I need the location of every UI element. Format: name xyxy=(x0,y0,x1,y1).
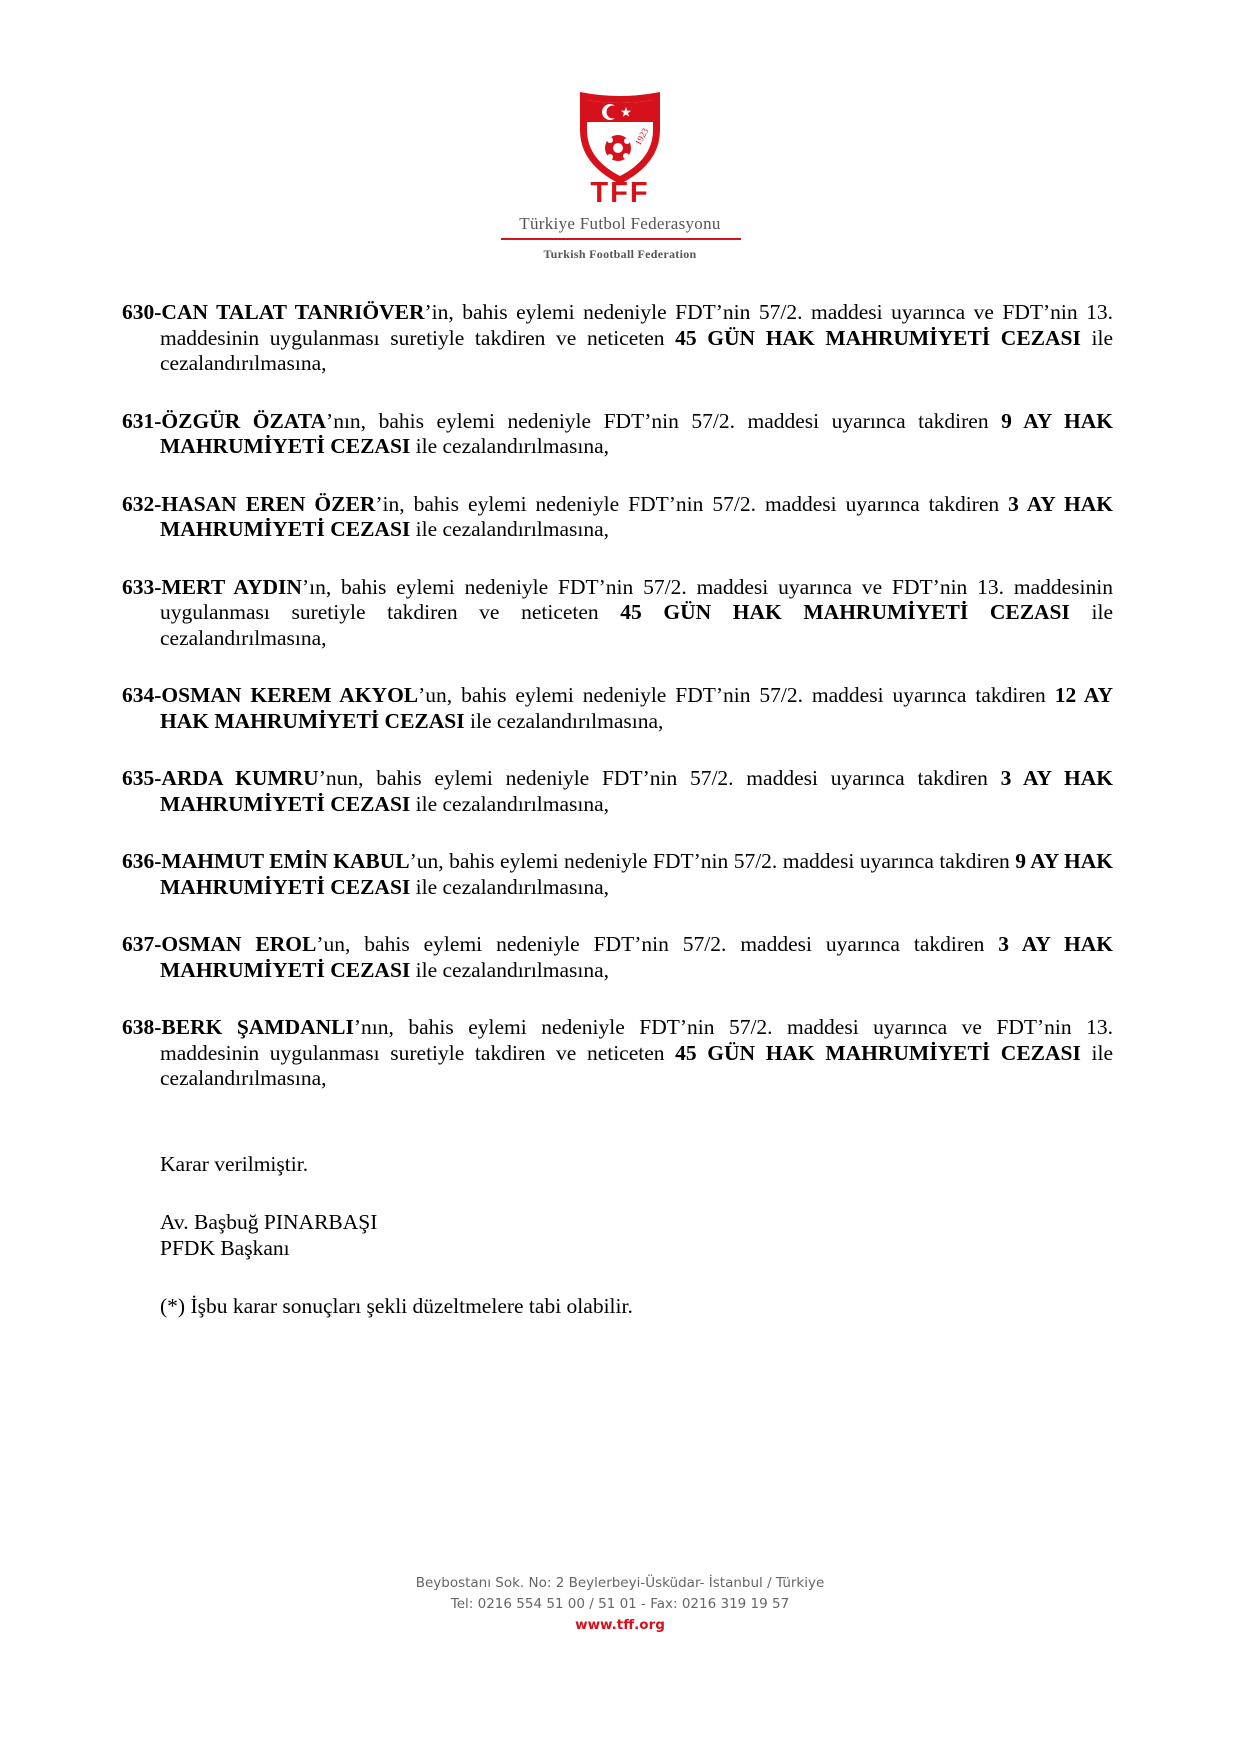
decision-item: 634-OSMAN KEREM AKYOL’un, bahis eylemi nedeniyle FDT’nin 57/2. maddesi uyarınca takdiren 12 AY HAK MAHRUMİYETİ CEZASI ile cezalandırılmasına, xyxy=(122,683,1113,733)
person-name: BERK ŞAMDANLI xyxy=(161,1015,354,1039)
decision-item: 635-ARDA KUMRU’nun, bahis eylemi nedeniyle FDT’nin 57/2. maddesi uyarınca takdiren 3 AY HAK MAHRUMİYETİ CEZASI ile cezalandırılmasına, xyxy=(122,766,1113,816)
person-name: MAHMUT EMİN KABUL xyxy=(161,849,410,873)
person-name: ARDA KUMRU xyxy=(161,766,319,790)
decision-item: 632-HASAN EREN ÖZER’in, bahis eylemi nedeniyle FDT’nin 57/2. maddesi uyarınca takdiren 3 AY HAK MAHRUMİYETİ CEZASI ile cezalandırılmasına, xyxy=(122,491,1113,541)
penalty: 45 GÜN HAK MAHRUMİYETİ CEZASI xyxy=(620,600,1070,624)
page-footer xyxy=(0,1573,1240,1636)
decision-item: 636-MAHMUT EMİN KABUL’un, bahis eylemi nedeniyle FDT’nin 57/2. maddesi uyarınca takdiren 9 AY HAK MAHRUMİYETİ CEZASI ile cezalandırılmasına, xyxy=(122,849,1113,899)
footer-address: Beybostanı Sok. No: 2 Beylerbeyi-Üsküdar- İstanbul / Türkiye xyxy=(415,1575,825,1591)
letterhead xyxy=(0,82,1240,267)
brand-name-turkish: Türkiye Futbol Federasyonu xyxy=(519,214,721,233)
signatory-title: PFDK Başkanı xyxy=(160,1235,290,1260)
decision-item: 638-BERK ŞAMDANLI’nın, bahis eylemi nedeniyle FDT’nin 57/2. maddesi uyarınca ve FDT’nin 13. maddesinin uygulanması suretiyle takdiren ve neticeten 45 GÜN HAK MAHRUMİYETİ CEZASI ile cezalandırılmasına, xyxy=(122,1015,1113,1090)
penalty: 45 GÜN HAK MAHRUMİYETİ CEZASI xyxy=(675,1040,1081,1065)
decision-body xyxy=(122,300,1113,1320)
penalty: 3 AY HAK MAHRUMİYETİ CEZASI xyxy=(160,766,1113,816)
person-name: MERT AYDIN xyxy=(161,574,302,599)
penalty: 3 AY HAK MAHRUMİYETİ CEZASI xyxy=(160,491,1113,541)
person-name: ÖZGÜR ÖZATA xyxy=(161,408,327,433)
decision-result: Karar verilmiştir. xyxy=(160,1151,309,1176)
signatory-name: Av. Başbuğ PINARBAŞI xyxy=(160,1210,378,1234)
closing-block xyxy=(122,1152,1113,1320)
footer-website-link[interactable]: www.tff.org xyxy=(575,1617,665,1633)
penalty: 45 GÜN HAK MAHRUMİYETİ CEZASI xyxy=(675,325,1081,350)
person-name: OSMAN KEREM AKYOL xyxy=(161,683,419,707)
decision-item: 637-OSMAN EROL’un, bahis eylemi nedeniyle FDT’nin 57/2. maddesi uyarınca takdiren 3 AY HAK MAHRUMİYETİ CEZASI ile cezalandırılmasına, xyxy=(122,932,1113,982)
penalty: 9 AY HAK MAHRUMİYETİ CEZASI xyxy=(160,849,1113,899)
brand-divider xyxy=(501,238,741,240)
footer-phone: Tel: 0216 554 51 00 / 51 01 - Fax: 0216 319 19 57 xyxy=(450,1596,790,1612)
person-name: CAN TALAT TANRIÖVER xyxy=(161,300,425,324)
brand-abbreviation: TFF xyxy=(590,177,650,209)
tff-crest-logo xyxy=(574,88,666,188)
penalty: 9 AY HAK MAHRUMİYETİ CEZASI xyxy=(160,408,1113,458)
svg-text:1923: 1923 xyxy=(632,126,651,147)
person-name: HASAN EREN ÖZER xyxy=(161,491,376,516)
decision-item: 630-CAN TALAT TANRIÖVER’in, bahis eylemi nedeniyle FDT’nin 57/2. maddesi uyarınca ve FDT’nin 13. maddesinin uygulanması suretiyle takdiren ve neticeten 45 GÜN HAK MAHRUMİYETİ CEZASI ile cezalandırılmasına, xyxy=(122,300,1113,375)
penalty: 3 AY HAK MAHRUMİYETİ CEZASI xyxy=(160,932,1113,982)
decision-item: 633-MERT AYDIN’ın, bahis eylemi nedeniyle FDT’nin 57/2. maddesi uyarınca ve FDT’nin 13. maddesinin uygulanması suretiyle takdiren ve neticeten 45 GÜN HAK MAHRUMİYETİ CEZASI ile cezalandırılmasına, xyxy=(122,574,1113,650)
person-name: OSMAN EROL xyxy=(161,932,317,956)
decision-item: 631-ÖZGÜR ÖZATA’nın, bahis eylemi nedeniyle FDT’nin 57/2. maddesi uyarınca takdiren 9 AY HAK MAHRUMİYETİ CEZASI ile cezalandırılmasına, xyxy=(122,408,1113,458)
penalty: 12 AY HAK MAHRUMİYETİ CEZASI xyxy=(160,683,1113,733)
brand-name-english: Turkish Football Federation xyxy=(543,247,697,261)
disclaimer-note: (*) İşbu karar sonuçları şekli düzeltmelere tabi olabilir. xyxy=(160,1294,633,1318)
